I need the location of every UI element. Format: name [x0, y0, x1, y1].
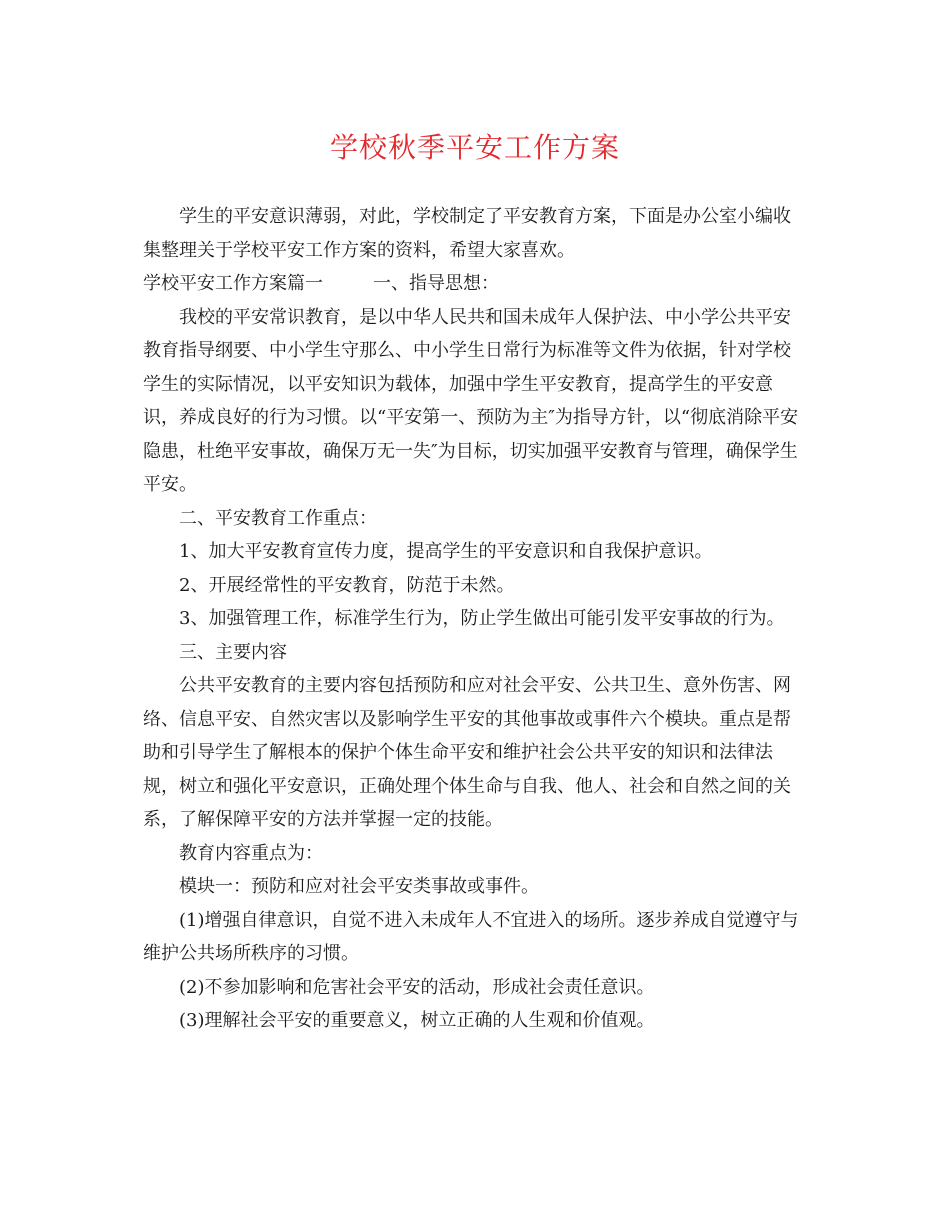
guide-paragraph: 我校的平安常识教育，是以中华人民共和国未成年人保护法、中小学公共平安教育指导纲要、中小学生守那么、中小学生日常行为标准等文件为依据，针对学校学生的实际情况，以平安知识为载体，加强中学生平安教育，提高学生的平安意识，养成良好的行为习惯。以“平安第一、预防为主″为指导方针，以“彻底消除平安隐患，杜绝平安事故，确保万无一失″为目标，切实加强平安教育与管理，确保学生平安。	[143, 306, 799, 495]
module-1-item-3: (3)理解社会平安的重要意义，树立正确的人生观和价值观。	[179, 1010, 655, 1031]
content-paragraph: 公共平安教育的主要内容包括预防和应对社会平安、公共卫生、意外伤害、网络、信息平安、自然灾害以及影响学生平安的其他事故或事件六个模块。重点是帮助和引导学生了解根本的保护个体生命平安和维护社会公共平安的知识和法律法规，树立和强化平安意识，正确处理个体生命与自我、他人、社会和自然之间的关系，了解保障平安的方法并掌握一定的技能。	[143, 675, 791, 830]
intro-paragraph: 学生的平安意识薄弱，对此，学校制定了平安教育方案，下面是办公室小编收集整理关于学校平安工作方案的资料，希望大家喜欢。	[143, 206, 791, 261]
guide-heading: 一、指导思想：	[373, 273, 499, 294]
focus-item-3: 3、加强管理工作，标准学生行为，防止学生做出可能引发平安事故的行为。	[179, 608, 785, 629]
focus-item-2: 2、开展经常性的平安教育，防范于未然。	[179, 574, 515, 596]
focus-heading: 二、平安教育工作重点：	[179, 507, 377, 529]
key-points-heading: 教育内容重点为：	[179, 842, 323, 864]
document-body	[143, 200, 808, 1038]
module-1-item-1: (1)增强自律意识，自觉不进入未成年人不宜进入的场所。逐步养成自觉遵守与维护公共场所秩序的习惯。	[143, 909, 799, 964]
section-heading-line	[143, 267, 808, 301]
module-1-heading: 模块一：预防和应对社会平安类事故或事件。	[179, 876, 539, 897]
focus-item-1: 1、加大平安教育宣传力度，提高学生的平安意识和自我保护意识。	[179, 541, 713, 562]
module-1-item-2: (2)不参加影响和危害社会平安的活动，形成社会责任意识。	[179, 976, 655, 998]
section-title: 学校平安工作方案篇一	[143, 273, 323, 294]
document-title: 学校秋季平安工作方案	[329, 131, 620, 164]
content-heading: 三、主要内容	[179, 641, 287, 663]
